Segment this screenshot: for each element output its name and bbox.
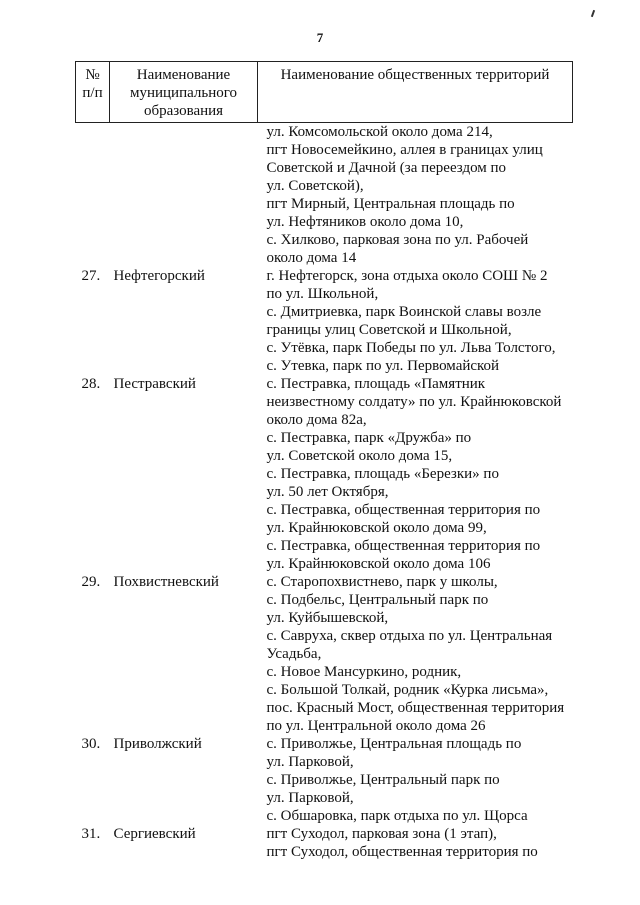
row-municipality: Нефтегорский [113, 268, 205, 284]
territory-line: ул. 50 лет Октября, [266, 484, 389, 500]
header-territories [258, 62, 573, 123]
territory-line: неизвестному солдату» по ул. Крайнюковской [266, 394, 562, 410]
row-number: 28. [81, 376, 101, 392]
territory-line: по ул. Школьной, [266, 286, 379, 302]
table-row [76, 825, 573, 861]
territory-line: около дома 14 [266, 250, 357, 266]
territories-table [75, 61, 573, 861]
territory-line: ул. Парковой, [266, 754, 354, 770]
row-number: 30. [81, 736, 101, 752]
territory-line: по ул. Центральной около дома 26 [266, 718, 486, 734]
header-municipality [110, 62, 258, 123]
page-number: 7 [316, 30, 324, 45]
territory-line: ул. Крайнюковской около дома 99, [266, 520, 487, 536]
header-municipality-line: муниципального [129, 85, 238, 101]
territory-line: с. Савруха, сквер отдыха по ул. Центральная [266, 628, 553, 644]
header-municipality-line: Наименование [136, 67, 231, 83]
row-municipality: Похвистневский [113, 574, 219, 590]
territory-line: ул. Советской около дома 15, [266, 448, 453, 464]
territory-line: ул. Парковой, [266, 790, 354, 806]
table-row [76, 123, 573, 268]
territory-line: с. Приволжье, Центральная площадь по [266, 736, 522, 752]
header-num-line: п/п [82, 85, 103, 101]
territory-line: с. Пестравка, площадь «Березки» по [266, 466, 499, 482]
territory-line: с. Пестравка, площадь «Памятник [266, 376, 486, 392]
territory-line: с. Новое Мансуркино, родник, [266, 664, 462, 680]
territory-line: с. Дмитриевка, парк Воинской славы возле [266, 304, 542, 320]
territory-line: с. Пестравка, парк «Дружба» по [266, 430, 472, 446]
territory-line: с. Большой Толкай, родник «Курка лисьма», [266, 682, 549, 698]
row-municipality: Приволжский [113, 736, 202, 752]
territory-line: ул. Крайнюковской около дома 106 [266, 556, 491, 572]
territory-line: около дома 82а, [266, 412, 367, 428]
table-row [76, 573, 573, 735]
table-row [76, 375, 573, 573]
territory-line: границы улиц Советской и Школьной, [266, 322, 512, 338]
row-territories [258, 123, 573, 268]
row-territories [258, 375, 573, 573]
row-municipality: Пестравский [113, 376, 196, 392]
row-municipality [110, 123, 258, 268]
row-number: 27. [81, 268, 101, 284]
territory-line: ул. Нефтяников около дома 10, [266, 214, 464, 230]
table-row [76, 267, 573, 375]
territory-line: с. Хилково, парковая зона по ул. Рабочей [266, 232, 529, 248]
territory-line: Усадьба, [266, 646, 322, 662]
territory-line: Советской и Дачной (за переездом по [266, 160, 507, 176]
table-body [76, 123, 573, 862]
territory-line: ул. Советской), [266, 178, 364, 194]
row-territories [258, 573, 573, 735]
territory-line: с. Утёвка, парк Победы по ул. Льва Толстого, [266, 340, 556, 356]
territory-line: с. Обшаровка, парк отдыха по ул. Щорса [266, 808, 528, 824]
table-row [76, 735, 573, 825]
territory-line: с. Пестравка, общественная территория по [266, 502, 541, 518]
territory-line: пгт Новосемейкино, аллея в границах улиц [266, 142, 543, 158]
header-num-line: № [85, 67, 100, 83]
territory-line: с. Утевка, парк по ул. Первомайской [266, 358, 500, 374]
row-number [76, 123, 110, 268]
territory-line: пгт Суходол, парковая зона (1 этап), [266, 826, 497, 842]
header-territories-line: Наименование общественных территорий [280, 67, 550, 83]
territory-line: с. Старопохвистнево, парк у школы, [266, 574, 498, 590]
row-territories [258, 735, 573, 825]
territory-line: с. Подбельс, Центральный парк по [266, 592, 489, 608]
row-number: 29. [81, 574, 101, 590]
territory-line: ул. Куйбышевской, [266, 610, 389, 626]
row-municipality: Сергиевский [113, 826, 196, 842]
territory-line: г. Нефтегорск, зона отдыха около СОШ № 2 [266, 268, 548, 284]
header-municipality-line: образования [143, 103, 224, 119]
row-territories [258, 267, 573, 375]
table-header-row [76, 62, 573, 123]
header-num [76, 62, 110, 123]
row-number: 31. [81, 826, 101, 842]
territory-line: с. Приволжье, Центральный парк по [266, 772, 500, 788]
territory-line: пос. Красный Мост, общественная территория [266, 700, 565, 716]
territory-line: ул. Комсомольской около дома 214, [266, 124, 493, 140]
row-territories [258, 825, 573, 861]
territory-line: пгт Мирный, Центральная площадь по [266, 196, 515, 212]
territory-line: с. Пестравка, общественная территория по [266, 538, 541, 554]
territory-line: пгт Суходол, общественная территория по [266, 844, 538, 860]
corner-mark [591, 10, 595, 17]
